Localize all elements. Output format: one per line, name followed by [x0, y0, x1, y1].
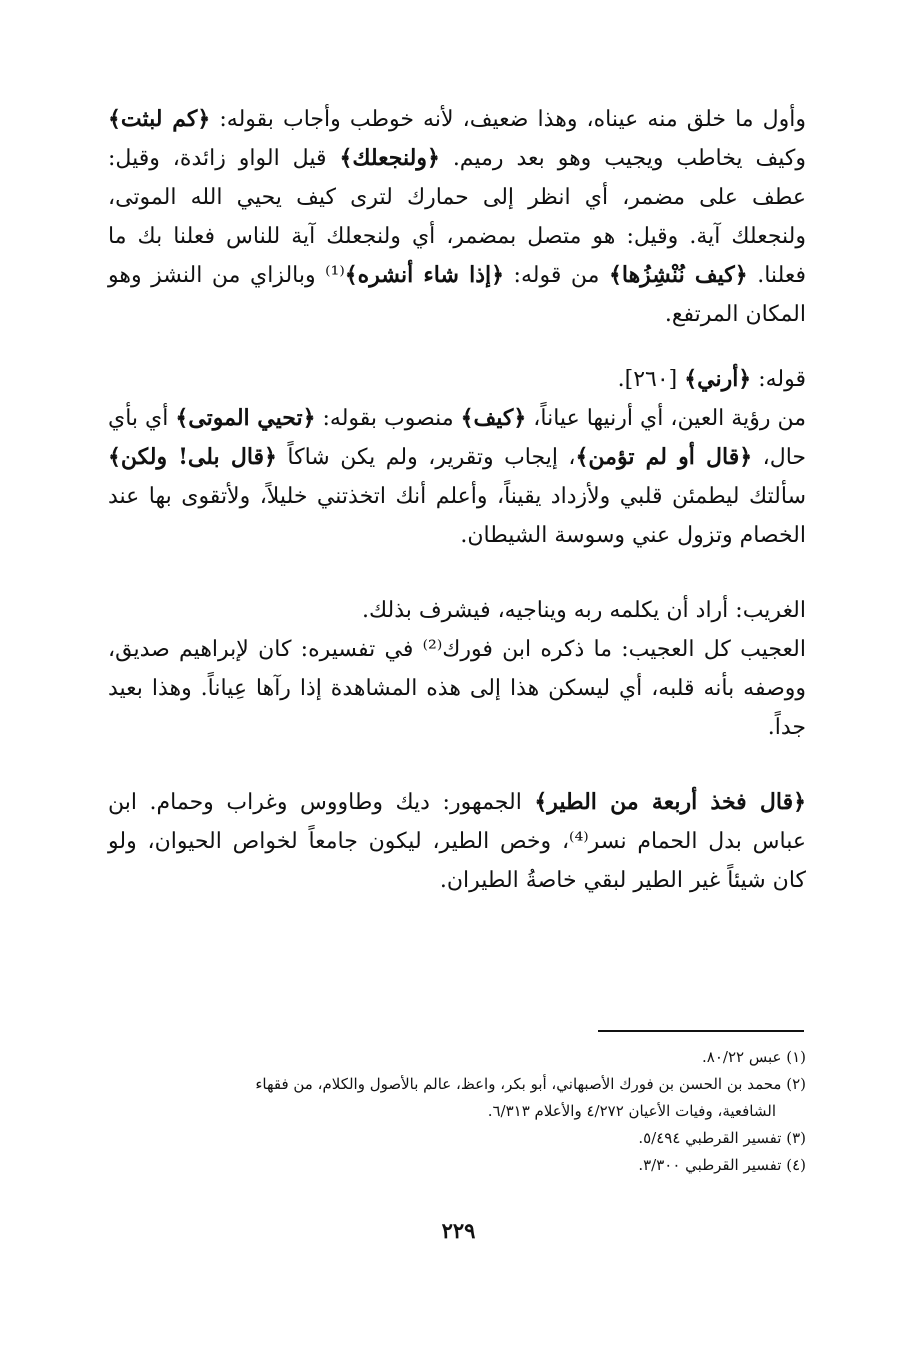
text: من رؤية العين، أي أرنيها عياناً، — [526, 406, 806, 431]
footnotes — [108, 1044, 806, 1179]
paragraph-5: العجيب كل العجيب: ما ذكره ابن فورك⁽²⁾ في تفسيره: كان لإبراهيم صديق، ووصفه بأنه قلبه، أي ليسكن هذا إلى هذه المشاهدة إذا رآها عِياناً. وهذا بعيد جداً. — [108, 637, 806, 740]
text: الجمهور: ديك وطاووس وغراب وحمام. ابن عباس بدل الحمام نسر⁽⁴⁾، وخص الطير، ليكون جامعاً لخواص الحيوان، ولو كان شيئاً غير الطير لبقي خاصةُ الطيران. — [108, 790, 806, 893]
quran-quote: ﴿إذا شاء أنشره﴾ — [344, 262, 505, 288]
text: سألتك ليطمئن قلبي ولأزداد يقيناً، وأعلم أنك اتخذتني خليلاً، ولأتقوى بها عند الخصام وتزول عني وسوسة الشيطان. — [108, 484, 806, 548]
paragraph-2 — [108, 360, 806, 399]
paragraph-6 — [108, 783, 806, 900]
quran-quote: ﴿قال أو لم تؤمن﴾ — [575, 444, 753, 470]
paragraph-1 — [108, 100, 806, 334]
text: ، إيجاب وتقرير، ولم يكن شاكاً — [276, 445, 576, 470]
text: ⁽¹⁾ وبالزاي من النشز وهو المكان المرتفع. — [108, 263, 806, 327]
paragraph-4: الغريب: أراد أن يكلمه ربه ويناجيه، فيشرف بذلك. — [361, 598, 806, 623]
page-body — [108, 100, 806, 900]
footnote-2-continued: الشافعية، وفيات الأعيان ٤/٢٧٢ والأعلام ٦/٣١٣. — [487, 1102, 776, 1120]
quran-quote: ﴿تحيي الموتى﴾ — [175, 405, 316, 431]
text: منصوب بقوله: — [315, 406, 461, 431]
quran-quote: ﴿قال فخذ أربعة من الطير﴾ — [534, 789, 806, 815]
quran-quote: ﴿ولنجعلك﴾ — [339, 145, 440, 171]
quran-quote: ﴿كم لبثت﴾ — [108, 106, 211, 132]
quran-quote: ﴿أرني﴾ — [684, 366, 752, 392]
text: وكيف يخاطب ويجيب وهو بعد رميم. — [439, 146, 807, 171]
footnote-1: (١) عبس ٨٠/٢٢. — [702, 1048, 806, 1066]
text: قيل الواو زائدة، وقيل: عطف على مضمر، أي انظر إلى حمارك لترى كيف يحيي الله الموتى، ولنجعلك آية. وقيل: هو متصل بمضمر، أي ولنجعلك آية للناس فعلنا بك ما فعلنا. — [108, 146, 806, 288]
footnote-4: (٤) تفسير القرطبي ٣/٣٠٠. — [638, 1156, 806, 1174]
verse-number: [٢٦٠]. — [617, 367, 685, 392]
page-number: ٢٢٩ — [441, 1218, 476, 1243]
quran-quote: ﴿كيف﴾ — [460, 405, 527, 431]
text: قوله: — [751, 367, 806, 392]
quran-quote: ﴿قال بلى! ولكن﴾ — [108, 444, 277, 470]
text: وأول ما خلق منه عيناه، وهذا ضعيف، لأنه خوطب وأجاب بقوله: — [210, 107, 807, 132]
text: أي بأي حال، — [108, 406, 806, 470]
quran-quote: ﴿كيف نُنْشِزُها﴾ — [608, 262, 748, 288]
footnote-3: (٣) تفسير القرطبي ٥/٤٩٤. — [638, 1129, 806, 1147]
text: من قوله: — [504, 263, 609, 288]
footnote-2: (٢) محمد بن الحسن بن فورك الأصبهاني، أبو بكر، واعظ، عالم بالأصول والكلام، من فقهاء — [255, 1075, 806, 1093]
paragraph-3 — [108, 399, 806, 555]
footnote-divider — [598, 1030, 804, 1032]
